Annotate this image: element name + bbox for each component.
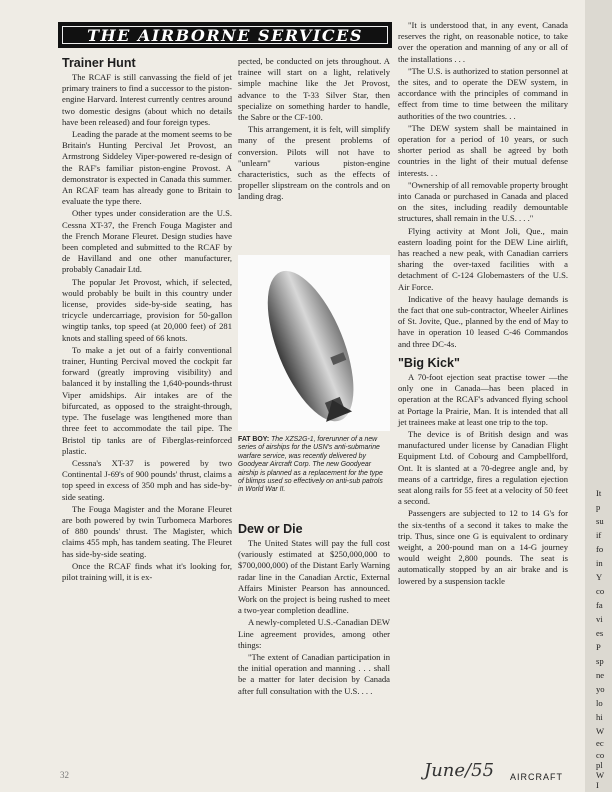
- dew-continuation: "The DEW system shall be maintained in operation for a period of 10 years, or such shorter period as shall be agreed by both countries in the light of their mutual defense interests. . .: [398, 122, 568, 178]
- dew-heading: Dew or Die: [238, 522, 303, 536]
- fragment: es: [596, 628, 604, 638]
- trainer-heading: Trainer Hunt: [62, 56, 136, 70]
- dew-para: "The extent of Canadian participation in the initial operation and manning . . . shall be a matter for later decision by Canada after full consultation with the U.S. . . .: [238, 652, 390, 696]
- fragment: I: [596, 780, 599, 790]
- fragment: su: [596, 516, 604, 526]
- fragment: co: [596, 750, 605, 760]
- fragment: fo: [596, 544, 604, 554]
- fragment: W: [596, 726, 605, 736]
- column-dew: [238, 522, 390, 698]
- kick-heading: "Big Kick": [398, 355, 460, 370]
- fragment: pl: [596, 760, 603, 770]
- caption-text: The XZS2G-1, forerunner of a new series of airships for the USN's anti-submarine warfare service, was recently delivered by Goodyear Aircraft Corp. The new Goodyear airship is planned as a replacement for the type of blimps used so effectively on anti-sub patrols in World War II.: [238, 436, 383, 494]
- dew-continuation: "It is understood that, in any event, Canada reserves the right, on reasonable notice, to take over the operation and manning of any or all of the installations . . .: [398, 20, 568, 64]
- column-trainer: [62, 56, 232, 584]
- fragment: vi: [596, 614, 603, 624]
- dew-para: The United States will pay the full cost (variously estimated at $250,000,000 to $700,000,000) of the Distant Early Warning radar line in the Canadian Arctic, External Affairs Minister Pearson has announced. Work on the project is being rushed to meet a two-year completion deadline.: [238, 538, 390, 616]
- column-trainer-continued: [238, 56, 390, 204]
- airship-photo: [238, 255, 390, 431]
- column-dew-continued: [398, 20, 568, 588]
- trainer-para: Other types under consideration are the U.S. Cessna XT-37, the French Fouga Magister and the French Morane Fleuret. Design studies have been completed and submitted to the RCAF by de Havilland and one other manufacturer, probably Canadair Ltd.: [62, 208, 232, 275]
- trainer-para: Once the RCAF finds what it's looking for, pilot training will, it is ex-: [62, 560, 232, 582]
- issue-date: June/55: [424, 760, 495, 781]
- kick-para: A 70-foot ejection seat practise tower —the only one in Canada—has been placed in operation at the RCAF's advanced flying school at Portage la Prairie, Man. It is intended that all jet trainees make at least one trip to the top.: [398, 371, 568, 427]
- section-banner: [58, 22, 392, 48]
- dew-continuation: "The U.S. is authorized to station personnel at the sites, and to operate the DEW system, in accordance with the principles of command in effect from time to time between the military authorities of the two countries. . .: [398, 65, 568, 121]
- fragment: sp: [596, 656, 604, 666]
- dew-para: A newly-completed U.S.-Canadian DEW Line agreement provides, among other things:: [238, 617, 390, 650]
- fragment: ne: [596, 670, 605, 680]
- trainer-continuation: pected, be conducted on jets throughout. A trainee will start on a light, relatively simple machine like the Jet Provost, advance to the T-33 Silver Star, then specialize on something harder to handle, the Sabre or the CF-100.: [238, 56, 390, 123]
- fragment: yo: [596, 684, 605, 694]
- fragment: hi: [596, 712, 603, 722]
- page-number: 32: [60, 770, 69, 780]
- trainer-para: Leading the parade at the moment seems to be Britain's Hunting Percival Jet Provost, an Armstrong Siddeley Viper-powered re-design of the RAF's familiar piston-engine Provost. A demonstrator is expected in Canada this summer. An RCAF team has already gone to Britain to evaluate the type there.: [62, 129, 232, 207]
- trainer-para: Cessna's XT-37 is powered by two Continental J-69's of 900 pounds' thrust, claims a top speed in excess of 350 mph and has side-by-side seating.: [62, 457, 232, 502]
- trainer-para: The popular Jet Provost, which, if selected, would probably be built in this country under license, provides side-by-side seating, has tricycle undercarriage, provision for 50-gallon wingtip tanks, top speed (at 20,000 feet) of 281 knots and stalling speed of 66 knots.: [62, 276, 232, 343]
- kick-para: The device is of British design and was manufactured under license by Canadian Flight Equipment Ltd. of Cobourg and Campbellford, Ont. It is slanted at a 70-degree angle and, by means of a cartridge, fires a regulation ejection seat along rails for 55 feet at a velocity of 50 feet a second.: [398, 428, 568, 507]
- fragment: p: [596, 502, 601, 512]
- fragment: P: [596, 642, 601, 652]
- fragment: fa: [596, 600, 603, 610]
- trainer-para: The Fouga Magister and the Morane Fleuret are both powered by twin Turbomeca Marbores of 880 pounds' thrust. The Magister, which claims 455 mph, has tandem seating. The Fleuret has side-by-side seating.: [62, 503, 232, 559]
- fragment: It: [596, 488, 602, 498]
- kick-para: Passengers are subjected to 12 to 14 G's for the six-tenths of a second it takes to make the trip. Thus, since one G is equivalent to ordinary weight, a 200-pound man on a 14-G journey would weight 2,800 pounds. The seat is automatically stopped by an air brake and is lowered by a suspension tackle: [398, 508, 568, 586]
- caption-lead: FAT BOY:: [238, 436, 270, 443]
- dew-continuation: "Ownership of all removable property brought into Canada or purchased in Canada and placed on the sites, including readily demountable structures, shall remain in the U.S. . . .": [398, 179, 568, 224]
- fragment: in: [596, 558, 603, 568]
- dew-continuation: Flying activity at Mont Joli, Que., main eastern loading point for the DEW Line airlift, has reached a new peak, with Canadian carriers sharing the over-taxed facilities with a detachment of C-124 Globemasters of the U.S. Air Force.: [398, 225, 568, 292]
- fragment: co: [596, 586, 605, 596]
- fragment: if: [596, 530, 602, 540]
- trainer-para: The RCAF is still canvassing the field of jet primary trainers to find a successor to the piston-engine Harvard. Interest currently centres around two domestic designs (about which no details have been released) and four foreign types.: [62, 72, 232, 127]
- fragment: lo: [596, 698, 603, 708]
- magazine-name: AIRCRAFT: [510, 772, 563, 782]
- fragment: ec: [596, 738, 604, 748]
- trainer-continuation: This arrangement, it is felt, will simplify many of the present problems of conversion. Pilots will not have to "unlearn" various piston-engine characteristics, such as the effects of propeller slipstream on the controls and on landing drag.: [238, 124, 390, 202]
- trainer-para: To make a jet out of a fairly conventional trainer, Hunting Percival moved the cockpit far forward (greatly improving visibility) and balanced it by installing the 1,640-pounds-thrust Viper amidships. Air intakes are of the bifurcated, as opposed to the straight-through, type. The fuselage was lengthened more than three feet to accommodate the tail pipe. The Bristol tip tanks are of Fiberglas-reinforced plastic.: [62, 344, 232, 456]
- photo-caption: [238, 436, 390, 495]
- fragment: Y: [596, 572, 603, 582]
- dew-continuation: Indicative of the heavy haulage demands is the fact that one sub-contractor, Wheeler Airlines of St. Jovite, Que., planned by the end of May to have in operation 10 leased C-46 Commandos and three DC-4s.: [398, 293, 568, 349]
- banner-title: THE AIRBORNE SERVICES: [87, 25, 363, 45]
- fragment: W: [596, 770, 605, 780]
